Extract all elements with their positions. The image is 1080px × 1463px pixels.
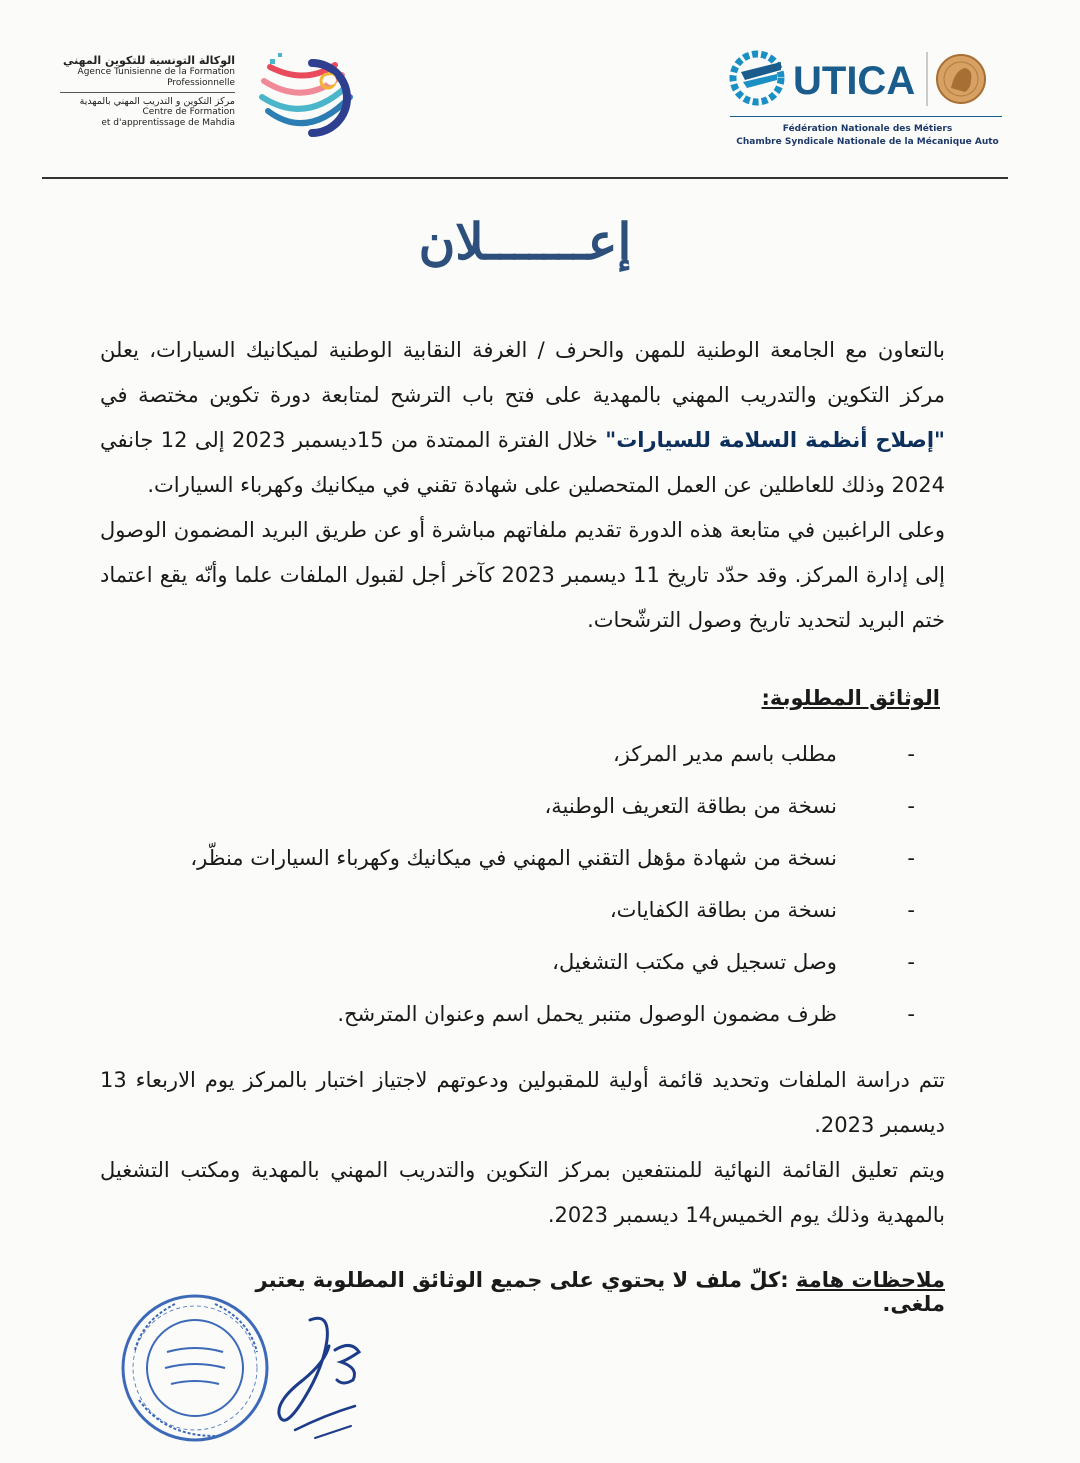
list-item: - مطلب باسم مدير المركز،: [150, 732, 915, 784]
course-name-quote: "إصلاح أنظمة السلامة للسيارات": [605, 428, 945, 452]
page-title: إعـــــــلان: [418, 212, 632, 271]
bullet-dash: -: [907, 898, 915, 922]
bullet-dash: -: [907, 1002, 915, 1026]
utica-divider: [730, 116, 1002, 117]
signature-icon: [255, 1310, 385, 1450]
list-item: - نسخة من شهادة مؤهل التقني المهني في ميكانيك وكهرباء السيارات منظّر،: [150, 836, 915, 888]
official-stamp-icon: [115, 1290, 275, 1445]
paragraph-intro-before: بالتعاون مع الجامعة الوطنية للمهن والحرف / الغرفة النقابية الوطنية لميكانيك السيارات، يعلن مركز التكوين والتدريب المهني بالمهدية على فتح باب الترشح لمتابعة دورة تكوين مختصة في: [100, 338, 945, 407]
paragraph-application: وعلى الراغبين في متابعة هذه الدورة تقديم ملفاتهم مباشرة أو عن طريق البريد المضمون الوصول إلى إدارة المركز. وقد حدّد تاريخ 11 ديسمبر 2023 كآخر أجل لقبول الملفات علما وأنّه يقع اعتماد ختم البريد لتحديد تاريخ وصول الترشّحات.: [100, 518, 945, 632]
required-documents-list: [150, 732, 915, 1044]
agency-name-fr-2: Professionnelle: [167, 78, 235, 88]
required-documents-title: الوثائق المطلوبة:: [761, 686, 940, 710]
bullet-dash: -: [907, 846, 915, 870]
svg-text:UTICA: UTICA: [793, 59, 916, 103]
list-item: - وصل تسجيل في مكتب التشغيل،: [150, 940, 915, 992]
header-left-divider: [60, 92, 235, 93]
header-divider: [42, 177, 1008, 179]
list-item: - نسخة من بطاقة الكفايات،: [150, 888, 915, 940]
agency-name-fr-1: Agence Tunisienne de la Formation: [77, 67, 235, 77]
paragraph-intro: [100, 328, 945, 508]
agency-name-ar: الوكالة التونسية للتكوين المهني: [63, 54, 235, 67]
announcement-body: [100, 328, 945, 643]
utica-logo-icon: [725, 48, 995, 110]
list-item: - نسخة من بطاقة التعريف الوطنية،: [150, 784, 915, 836]
center-name-fr-1: Centre de Formation: [142, 107, 235, 117]
important-notes: [200, 1268, 945, 1316]
federation-name: Fédération Nationale des Métiers: [782, 124, 953, 134]
paragraph-final-list: ويتم تعليق القائمة النهائية للمنتفعين بمركز التكوين والتدريب المهني بالمهدية ومكتب التشغيل بالمهدية وذلك يوم الخميس14 ديسمبر 2023.: [100, 1158, 945, 1227]
list-item: - ظرف مضمون الوصول متنبر يحمل اسم وعنوان المترشح.: [150, 992, 915, 1044]
bullet-dash: -: [907, 794, 915, 818]
center-name-ar: مركز التكوين و التدريب المهني بالمهدية: [79, 96, 235, 107]
bullet-dash: -: [907, 950, 915, 974]
paragraph-test-date: تتم دراسة الملفات وتحديد قائمة أولية للمقبولين ودعوتهم لاجتياز اختبار بالمركز يوم الاربعاء 13 ديسمبر 2023.: [100, 1068, 945, 1137]
chamber-name: Chambre Syndicale Nationale de la Mécanique Auto: [736, 137, 999, 147]
atfp-logo-icon: [250, 45, 360, 145]
utica-header: [725, 48, 1010, 158]
paragraph-intro-after: خلال الفترة الممتدة من 15ديسمبر 2023 إلى 12 جانفي 2024 وذلك للعاطلين عن العمل المتحصلين على شهادة تقني في ميكانيك وكهرباء السيارات.: [100, 428, 945, 497]
selection-body: [100, 1058, 945, 1238]
atfp-header: [60, 40, 360, 150]
notes-label: ملاحظات هامة: [795, 1268, 945, 1292]
notes-text: :كلّ ملف لا يحتوي على جميع الوثائق المطلوبة يعتبر ملغى.: [255, 1268, 945, 1316]
center-name-fr-2: et d'apprentissage de Mahdia: [101, 118, 235, 128]
bullet-dash: -: [907, 742, 915, 766]
